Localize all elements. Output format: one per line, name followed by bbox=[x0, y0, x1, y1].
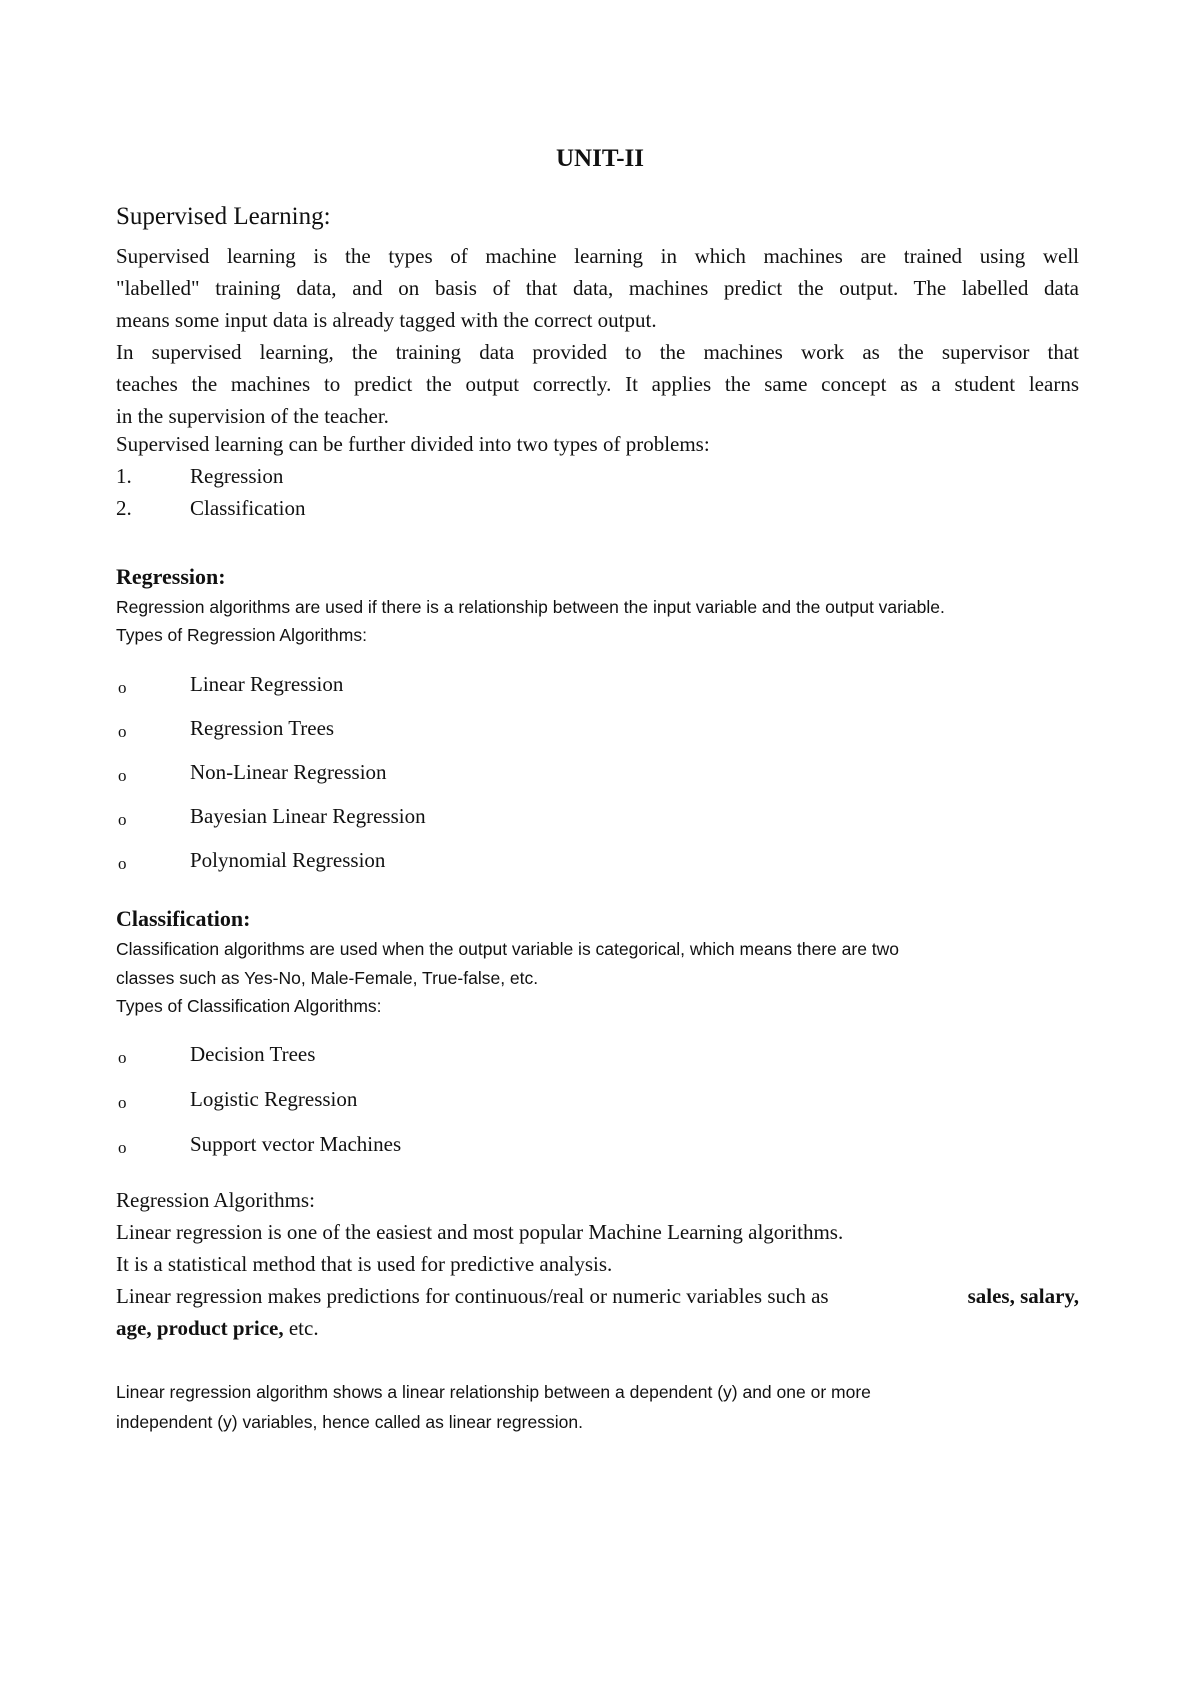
list-item: Bayesian Linear Regression bbox=[190, 804, 426, 828]
supervised-paragraph-2 bbox=[116, 336, 1079, 432]
list-item: Linear Regression bbox=[190, 672, 344, 696]
algorithms-line-4-bold: age, product price, bbox=[116, 1316, 284, 1340]
paragraph-line: "labelled" training data, and on basis of that data, machines predict the output. The labelled data bbox=[116, 276, 1079, 300]
algorithms-line-4-text: etc. bbox=[288, 1316, 319, 1340]
regression-types-label: Types of Regression Algorithms: bbox=[116, 625, 367, 645]
bullet-icon: o bbox=[118, 810, 127, 829]
linear-regression-note-line: Linear regression algorithm shows a linear relationship between a dependent (y) and one or more bbox=[116, 1382, 871, 1402]
list-number: 2. bbox=[116, 496, 132, 520]
algorithms-line-3-text: Linear regression makes predictions for continuous/real or numeric variables such as bbox=[116, 1284, 829, 1308]
paragraph-line: means some input data is already tagged with the correct output. bbox=[116, 308, 657, 332]
algorithms-line-4 bbox=[116, 1316, 319, 1341]
list-number: 1. bbox=[116, 464, 132, 488]
bullet-icon: o bbox=[118, 1138, 127, 1157]
classification-types-label: Types of Classification Algorithms: bbox=[116, 996, 382, 1016]
regression-description: Regression algorithms are used if there is a relationship between the input variable and the output variable. bbox=[116, 597, 945, 617]
list-item: Regression bbox=[190, 464, 284, 488]
supervised-heading: Supervised Learning: bbox=[116, 203, 331, 230]
algorithms-line-3-bold: sales, salary, bbox=[967, 1284, 1079, 1308]
bullet-icon: o bbox=[118, 1048, 127, 1067]
algorithms-line-3 bbox=[116, 1284, 1079, 1309]
regression-algorithms-heading: Regression Algorithms: bbox=[116, 1188, 315, 1212]
list-item: Non-Linear Regression bbox=[190, 760, 387, 784]
bullet-icon: o bbox=[118, 766, 127, 785]
list-item: Polynomial Regression bbox=[190, 848, 386, 872]
page-title: UNIT-II bbox=[555, 145, 644, 172]
paragraph-line: teaches the machines to predict the output correctly. It applies the same concept as a student learns bbox=[116, 372, 1079, 396]
algorithms-line-1: Linear regression is one of the easiest and most popular Machine Learning algorithms. bbox=[116, 1220, 844, 1244]
paragraph-line: Supervised learning is the types of machine learning in which machines are trained using well bbox=[116, 244, 1079, 268]
classification-heading: Classification: bbox=[116, 906, 251, 931]
list-item: Classification bbox=[190, 496, 306, 520]
classification-description-line: Classification algorithms are used when the output variable is categorical, which means there are two bbox=[116, 939, 900, 959]
bullet-icon: o bbox=[118, 854, 127, 873]
classification-description-line: classes such as Yes-No, Male-Female, True-false, etc. bbox=[116, 968, 539, 988]
list-item: Regression Trees bbox=[190, 716, 335, 740]
bullet-icon: o bbox=[118, 1093, 127, 1112]
list-item: Decision Trees bbox=[190, 1042, 316, 1066]
bullet-icon: o bbox=[118, 678, 127, 697]
regression-heading: Regression: bbox=[116, 564, 226, 589]
list-item: Support vector Machines bbox=[190, 1132, 402, 1156]
list-item: Logistic Regression bbox=[190, 1087, 358, 1111]
paragraph-line: In supervised learning, the training data provided to the machines work as the supervisor that bbox=[116, 340, 1079, 364]
supervised-paragraph-1 bbox=[116, 240, 1079, 336]
paragraph-line: in the supervision of the teacher. bbox=[116, 404, 389, 428]
bullet-icon: o bbox=[118, 722, 127, 741]
linear-regression-note-line: independent (y) variables, hence called as linear regression. bbox=[116, 1412, 583, 1432]
algorithms-line-2: It is a statistical method that is used for predictive analysis. bbox=[116, 1252, 613, 1276]
supervised-paragraph-3: Supervised learning can be further divided into two types of problems: bbox=[116, 432, 710, 456]
